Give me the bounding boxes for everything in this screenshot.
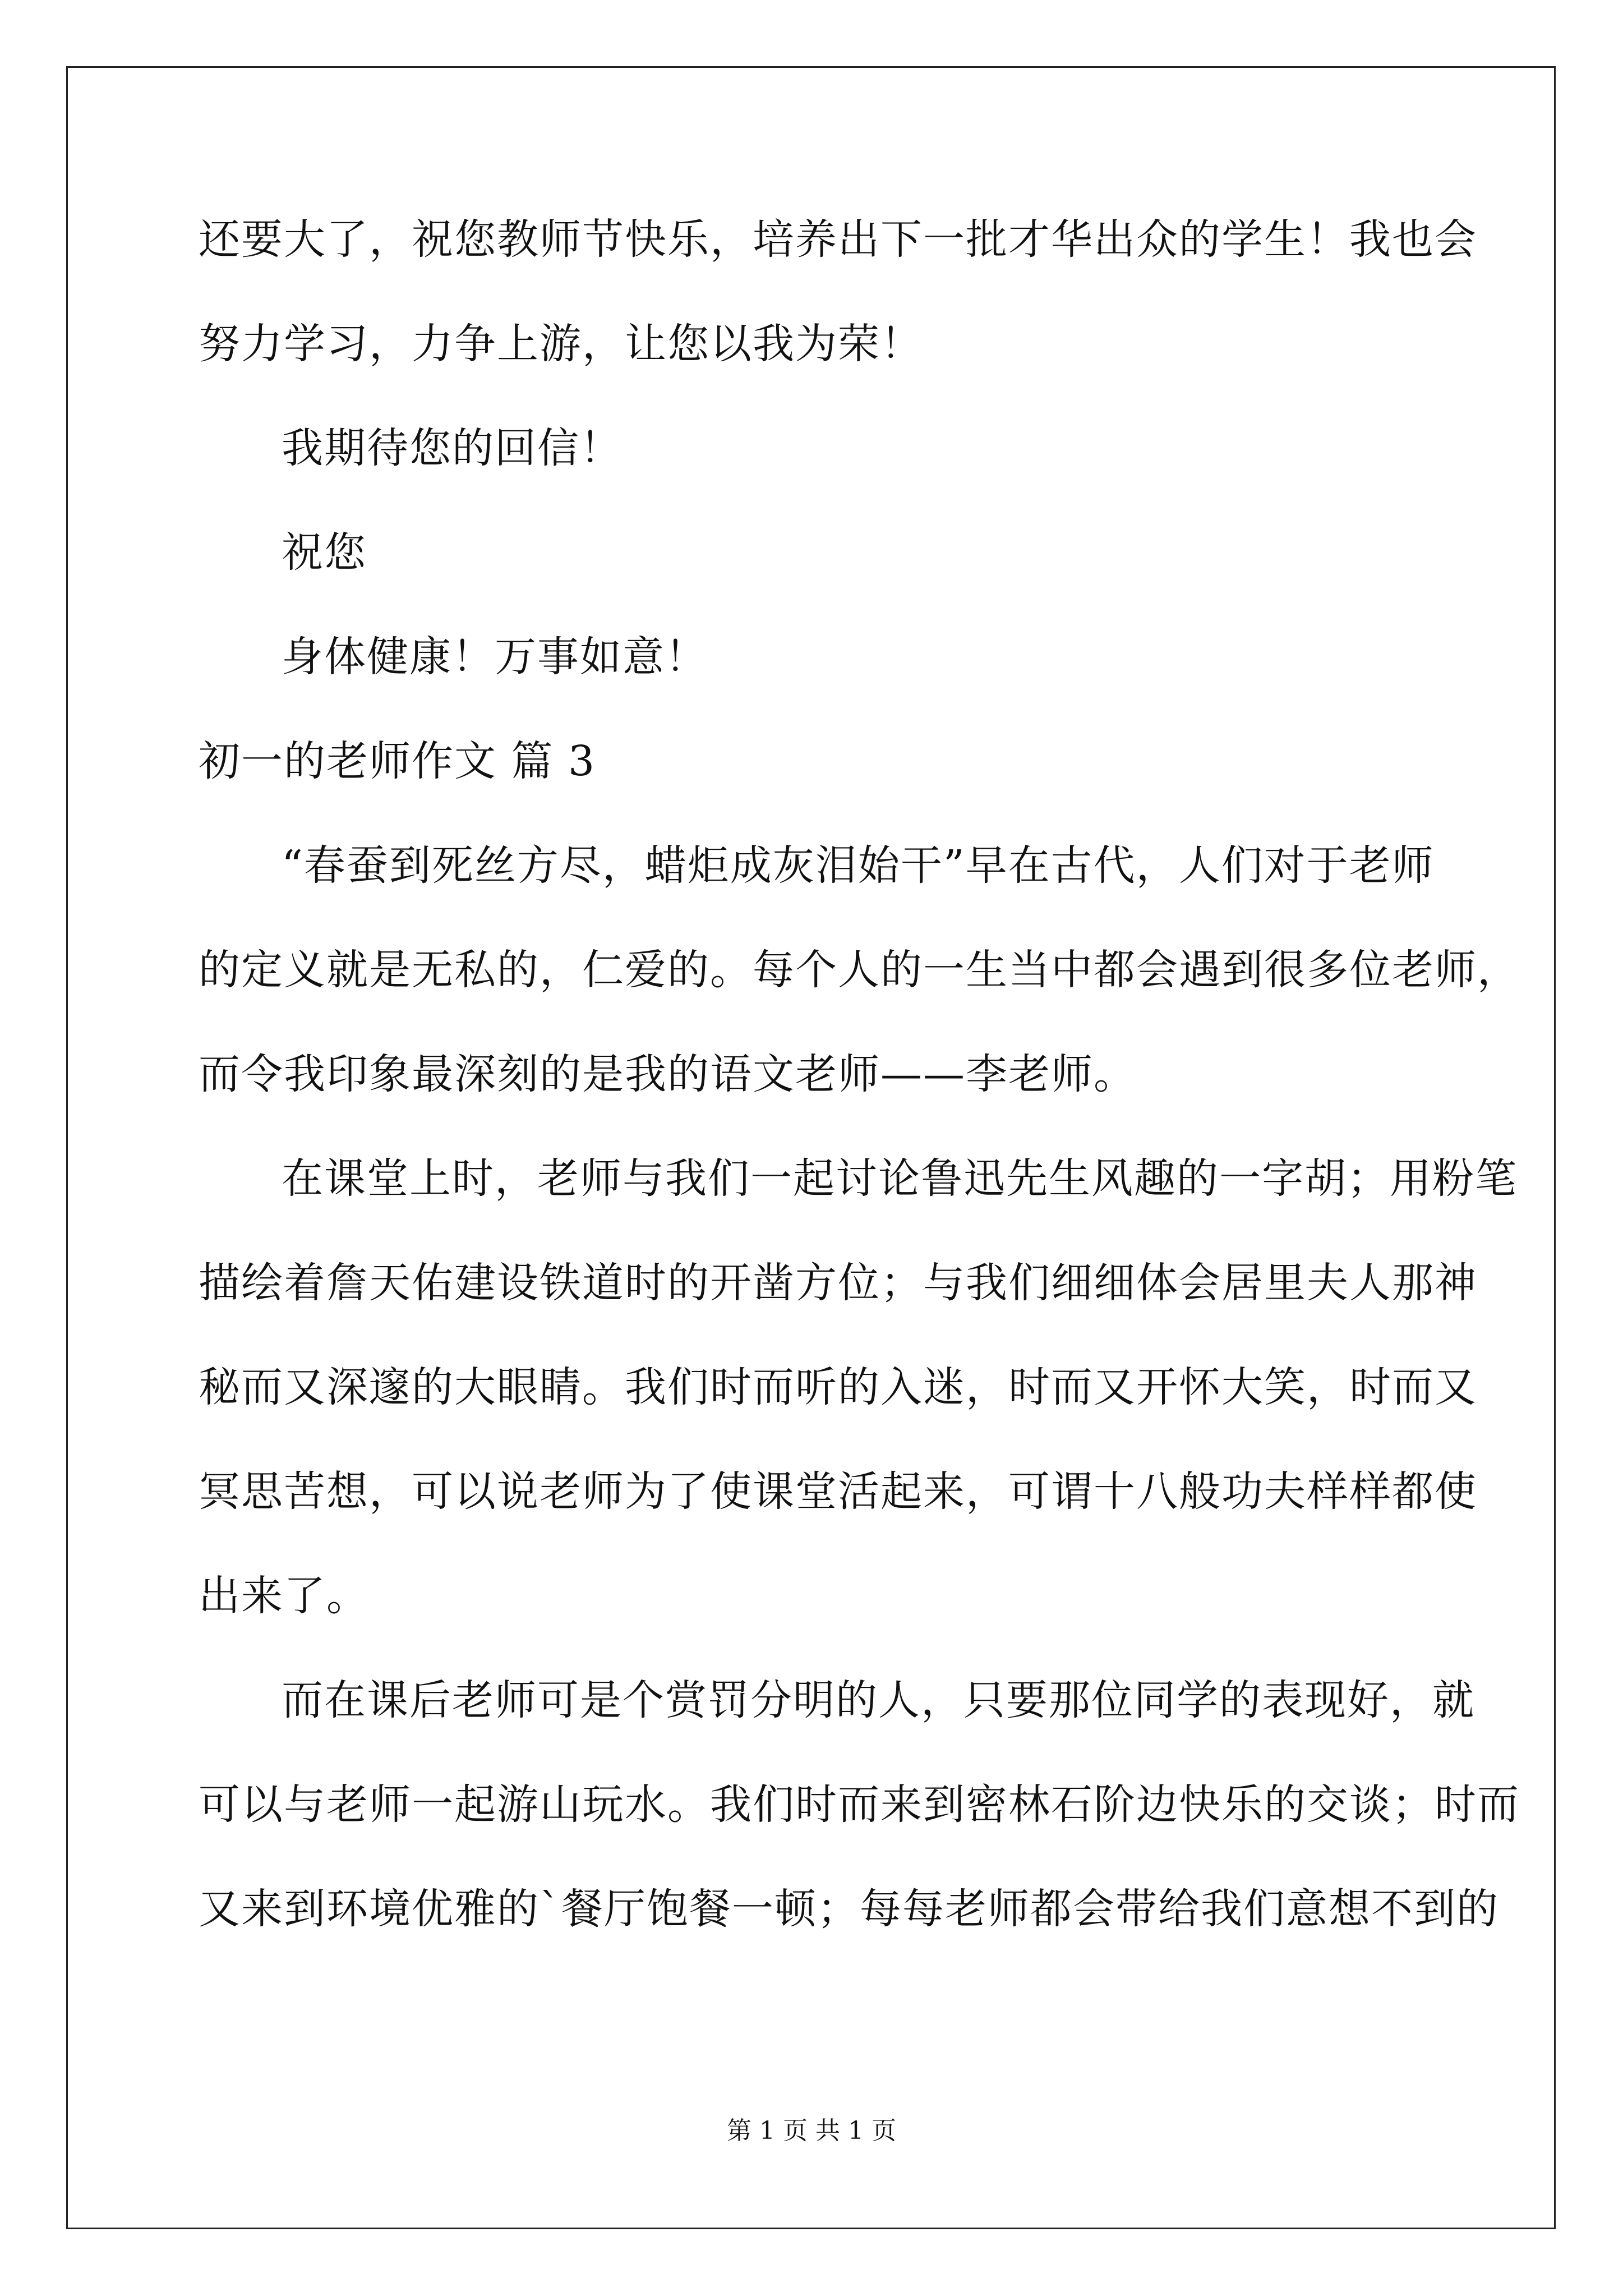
text-line: 冥思苦想，可以说老师为了使课堂活起来，可谓十八般功夫样样都使 xyxy=(199,1467,1477,1516)
text-line: “春蚕到死丝方尽，蜡炬成灰泪始干”早在古代，人们对于老师 xyxy=(282,841,1435,890)
text-line: 身体健康！万事如意！ xyxy=(282,633,708,681)
text-line: 而在课后老师可是个赏罚分明的人，只要那位同学的表现好，就 xyxy=(282,1676,1475,1724)
text-line: 而令我印象最深刻的是我的语文老师——李老师。 xyxy=(199,1050,1136,1098)
text-line: 秘而又深邃的大眼睛。我们时而听的入迷，时而又开怀大笑，时而又 xyxy=(199,1363,1477,1411)
section-heading: 初一的老师作文 篇 3 xyxy=(199,737,596,785)
text-line: 在课堂上时，老师与我们一起讨论鲁迅先生风趣的一字胡；用粉笔 xyxy=(282,1154,1518,1203)
text-line: 努力学习，力争上游，让您以我为荣！ xyxy=(199,320,923,368)
text-line: 还要大了，祝您教师节快乐，培养出下一批才华出众的学生！我也会 xyxy=(199,215,1477,264)
text-line: 的定义就是无私的，仁爱的。每个人的一生当中都会遇到很多位老师， xyxy=(199,946,1520,994)
text-line: 祝您 xyxy=(282,528,367,577)
text-line: 出来了。 xyxy=(199,1572,369,1620)
text-line: 又来到环境优雅的`餐厅饱餐一顿；每每老师都会带给我们意想不到的 xyxy=(199,1885,1499,1933)
text-line: 描绘着詹天佑建设铁道时的开凿方位；与我们细细体会居里夫人那神 xyxy=(199,1259,1477,1307)
page-footer: 第 1 页 共 1 页 xyxy=(727,2116,896,2145)
text-line: 可以与老师一起游山玩水。我们时而来到密林石阶边快乐的交谈；时而 xyxy=(199,1780,1520,1829)
text-line: 我期待您的回信！ xyxy=(282,424,623,472)
document-body xyxy=(199,215,1520,1933)
